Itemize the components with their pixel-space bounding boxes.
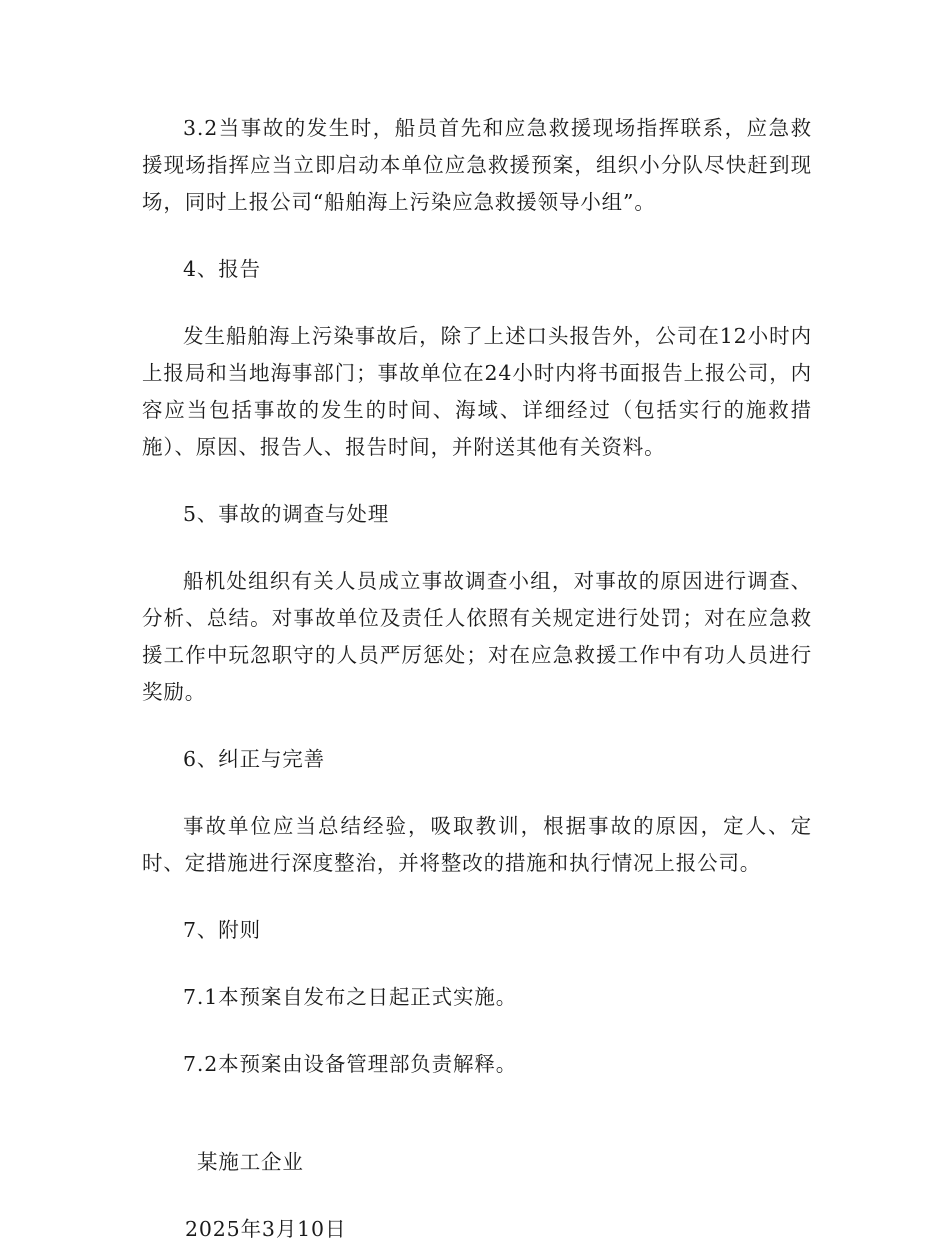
- section-heading-6: 6、纠正与完善: [183, 747, 325, 771]
- paragraph-4: 发生船舶海上污染事故后，除了上述口头报告外，公司在12小时内上报局和当地海事部门；事故单位在24小时内将书面报告上报公司，内容应当包括事故的发生的时间、海域、详细经过（包括实行的施救措施）、原因、报告人、报告时间，并附送其他有关资料。: [142, 324, 812, 459]
- document-page: [142, 110, 812, 1248]
- spacer: [142, 466, 812, 496]
- spacer: [142, 221, 812, 251]
- spacer: [142, 711, 812, 741]
- section-heading-4: 4、报告: [183, 257, 261, 281]
- spacer: [142, 533, 812, 563]
- paragraph-7-2: 7.2本预案由设备管理部负责解释。: [183, 1052, 518, 1076]
- paragraph-3-2: 3.2当事故的发生时，船员首先和应急救援现场指挥联系，应急救援现场指挥应当立即启动本单位应急救援预案，组织小分队尽快赶到现场，同时上报公司“船舶海上污染应急救援领导小组”。: [142, 116, 812, 214]
- section-heading-5: 5、事故的调查与处理: [183, 502, 390, 526]
- spacer: [142, 1083, 812, 1144]
- spacer: [142, 778, 812, 808]
- paragraph-7-1: 7.1本预案自发布之日起正式实施。: [183, 985, 518, 1009]
- signature-date: 2025年3月10日: [185, 1217, 347, 1241]
- spacer: [142, 1181, 812, 1211]
- spacer: [142, 882, 812, 912]
- spacer: [142, 949, 812, 979]
- spacer: [142, 288, 812, 318]
- signature-organization: 某施工企业: [197, 1150, 304, 1174]
- section-heading-7: 7、附则: [183, 918, 261, 942]
- paragraph-6: 事故单位应当总结经验，吸取教训，根据事故的原因，定人、定时、定措施进行深度整治，并将整改的措施和执行情况上报公司。: [142, 814, 812, 875]
- paragraph-5: 船机处组织有关人员成立事故调查小组，对事故的原因进行调查、分析、总结。对事故单位及责任人依照有关规定进行处罚；对在应急救援工作中玩忽职守的人员严厉惩处；对在应急救援工作中有功人员进行奖励。: [142, 569, 812, 704]
- spacer: [142, 1016, 812, 1046]
